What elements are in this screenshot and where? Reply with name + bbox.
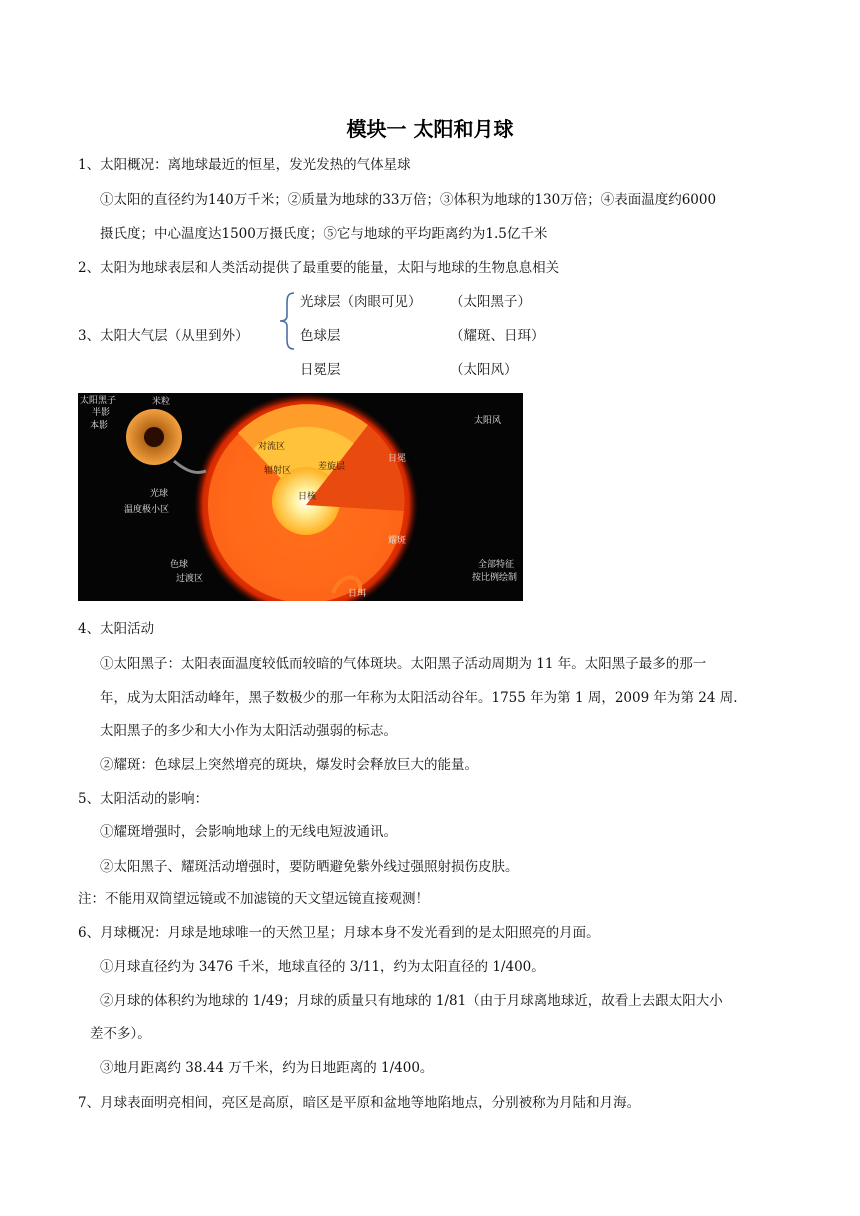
warning-note: 注：不能用双筒望远镜或不加滤镜的天文望远镜直接观测！ <box>78 891 429 907</box>
label-convection: 对流区 <box>258 442 286 452</box>
section-4-para-1-line-1: ①太阳黑子：太阳表面温度较低而较暗的气体斑块。太阳黑子活动周期为 11 年。太阳黑子最多的那一 <box>100 656 707 672</box>
label-umbra: 本影 <box>90 421 109 431</box>
label-penumbra: 半影 <box>92 408 111 418</box>
section-4-para-2: ②耀斑：色球层上突然增亮的斑块，爆发时会释放巨大的能量。 <box>100 757 478 773</box>
section-5-para-1: ①耀斑增强时，会影响地球上的无线电短波通讯。 <box>100 824 397 840</box>
label-radiation: 辐射区 <box>264 466 292 476</box>
label-prominence: 日珥 <box>348 589 367 599</box>
label-granule: 米粒 <box>152 397 171 407</box>
activity-flare-prominence: （耀斑、日珥） <box>450 328 545 344</box>
layer-corona: 日冕层 <box>300 362 341 378</box>
section-2-heading: 2、太阳为地球表层和人类活动提供了最重要的能量，太阳与地球的生物息息相关 <box>78 260 560 276</box>
label-note-1: 全部特征 <box>478 560 515 570</box>
page-title: 模块一 太阳和月球 <box>346 117 514 141</box>
section-1-line-2: 摄氏度；中心温度达1500万摄氏度；⑤它与地球的平均距离约为1.5亿千米 <box>100 226 548 242</box>
label-temp-min: 温度极小区 <box>124 505 170 515</box>
section-5-heading: 5、太阳活动的影响： <box>78 791 209 807</box>
label-chromosphere: 色球 <box>170 560 189 570</box>
section-6-para-2-line-1: ②月球的体积约为地球的 1/49；月球的质量只有地球的 1/81（由于月球离地球近，故看上去跟太阳大小 <box>100 993 723 1009</box>
label-transition: 过渡区 <box>176 574 204 584</box>
section-6-para-2-line-2: 差不多）。 <box>90 1026 151 1042</box>
label-solar-wind: 太阳风 <box>474 416 502 426</box>
section-1-line-1: ①太阳的直径约为140万千米；②质量为地球的33万倍；③体积为地球的130万倍；④表面温度约6000 <box>100 192 717 208</box>
activity-solar-wind: （太阳风） <box>450 362 518 378</box>
section-6-para-3: ③地月距离约 38.44 万千米，约为日地距离的 1/400。 <box>100 1060 434 1076</box>
label-photosphere: 光球 <box>150 489 169 499</box>
section-4-heading: 4、太阳活动 <box>78 621 155 637</box>
section-1-heading: 1、太阳概况：离地球最近的恒星，发光发热的气体星球 <box>78 157 411 173</box>
label-core: 日核 <box>298 492 317 502</box>
label-sunspot: 太阳黑子 <box>80 396 117 406</box>
label-tachocline: 差旋层 <box>318 462 346 472</box>
section-6-para-1: ①月球直径约为 3476 千米，地球直径的 3/11，约为太阳直径的 1/400。 <box>100 959 545 975</box>
layer-chromosphere: 色球层 <box>300 328 341 344</box>
section-7-heading: 7、月球表面明亮相间，亮区是高原，暗区是平原和盆地等地陷地点，分别被称为月陆和月海。 <box>78 1095 641 1111</box>
activity-sunspot: （太阳黑子） <box>450 294 531 310</box>
brace-icon <box>278 292 296 350</box>
section-3-heading: 3、太阳大气层（从里到外） <box>78 328 249 344</box>
label-flare: 耀斑 <box>388 536 407 546</box>
label-note-2: 按比例绘制 <box>472 573 518 583</box>
section-4-para-1-line-3: 太阳黑子的多少和大小作为太阳活动强弱的标志。 <box>100 723 397 739</box>
section-5-para-2: ②太阳黑子、耀斑活动增强时，要防晒避免紫外线过强照射损伤皮肤。 <box>100 859 519 875</box>
sun-structure-figure <box>78 393 523 601</box>
section-4-para-1-line-2: 年，成为太阳活动峰年，黑子数极少的那一年称为太阳活动谷年。1755 年为第 1 周，2009 年为第 24 周. <box>100 690 738 706</box>
section-6-heading: 6、月球概况：月球是地球唯一的天然卫星；月球本身不发光看到的是太阳照亮的月面。 <box>78 925 600 941</box>
layer-photosphere: 光球层（肉眼可见） <box>300 294 422 310</box>
label-corona: 日冕 <box>388 454 407 464</box>
